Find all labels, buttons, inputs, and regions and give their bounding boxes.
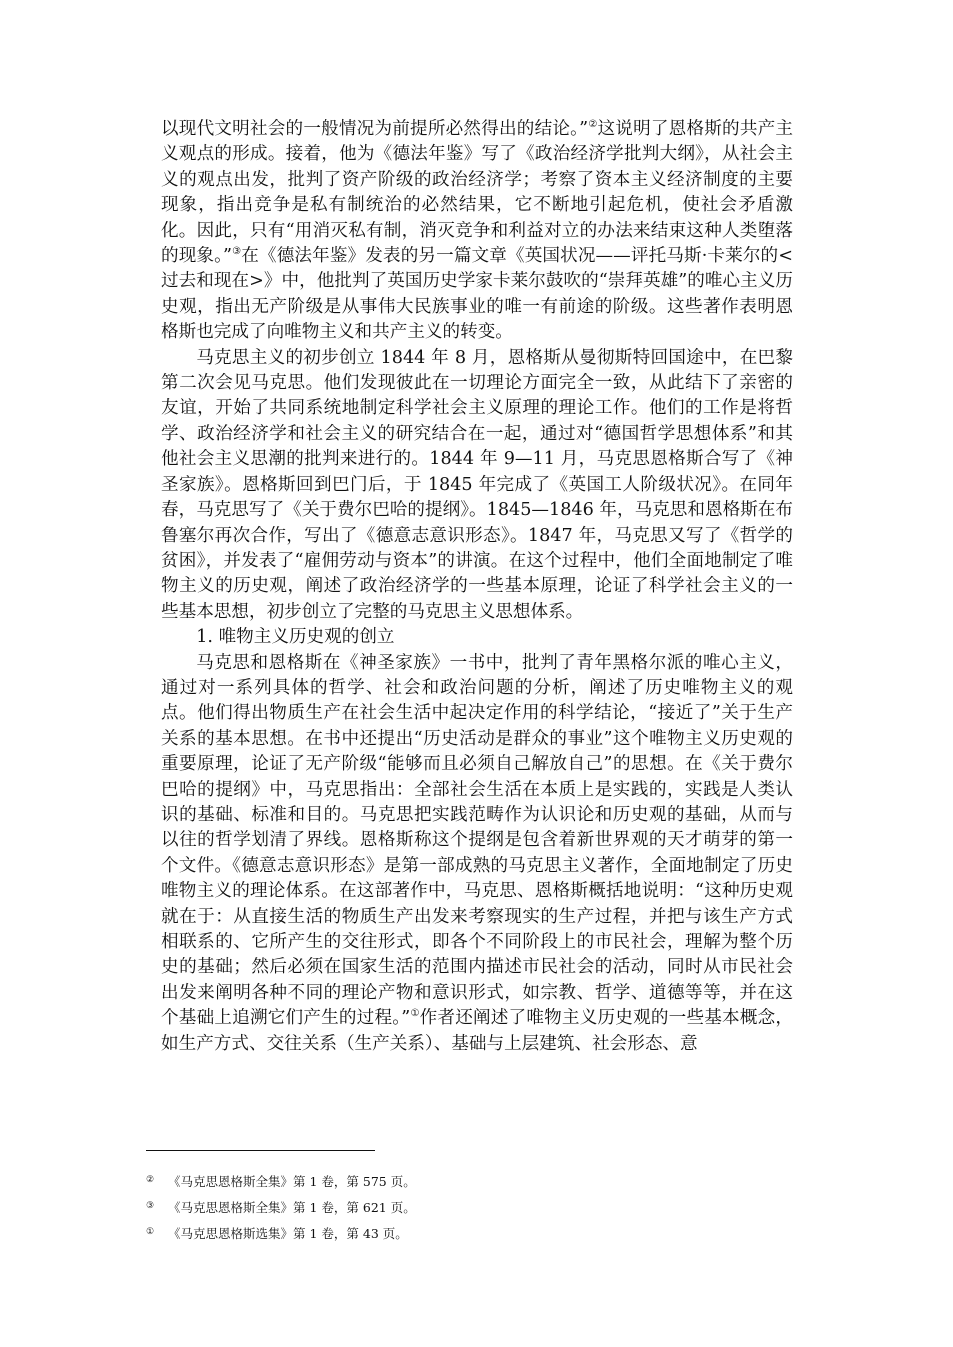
footnote-ref: ③ xyxy=(232,246,242,258)
footnote-text: 《马克思恩格斯选集》第 1 卷，第 43 页。 xyxy=(168,1226,408,1241)
text-segment: 这说明了恩格斯的共产主义观点的形成。接着，他为《德法年鉴》写了《政治经济学批判大纲》，从社会主义的观点出发，批判了资产阶级的政治经济学；考察了资本主义经济制度的主要现象，指出竞争是私有制统治的必然结果，它不断地引起危机，使社会矛盾激化。因此，只有“用消灭私有制，消灭竞争和利益对立的办法来结束这种人类堕落的现象。” xyxy=(161,119,793,267)
paragraph xyxy=(161,346,793,625)
section-heading xyxy=(161,625,793,650)
footnote xyxy=(146,1194,786,1220)
paragraph xyxy=(161,117,793,346)
text-segment: 1. 唯物主义历史观的创立 xyxy=(196,627,395,648)
footnote-ref: ① xyxy=(410,1008,420,1020)
text-segment: 作者还阐述了唯物主义历史观的一些基本概念，如生产方式、交往关系（生产关系）、基础与上层建筑、社会形态、意 xyxy=(161,1008,793,1054)
footnote xyxy=(146,1168,786,1194)
footnote-separator xyxy=(146,1150,375,1151)
text-segment: 马克思和恩格斯在《神圣家族》一书中，批判了青年黑格尔派的唯心主义，通过对一系列具体的哲学、社会和政治问题的分析，阐述了历史唯物主义的观点。他们得出物质生产在社会生活中起决定作用的科学结论，“接近了”关于生产关系的基本思想。在书中还提出“历史活动是群众的事业”这个唯物主义历史观的重要原理，论证了无产阶级“能够而且必须自己解放自己”的思想。在《关于费尔巴哈的提纲》中，马克思指出：全部社会生活在本质上是实践的，实践是人类认识的基础、标准和目的。马克思把实践范畴作为认识论和历史观的基础，从而与以往的哲学划清了界线。恩格斯称这个提纲是包含着新世界观的天才萌芽的第一个文件。《德意志意识形态》是第一部成熟的马克思主义著作，全面地制定了历史唯物主义的理论体系。在这部著作中，马克思、恩格斯概括地说明：“这种历史观就在于：从直接生活的物质生产出发来考察现实的生产过程，并把与该生产方式相联系的、它所产生的交往形式，即各个不同阶段上的市民社会，理解为整个历史的基础；然后必须在国家生活的范围内描述市民社会的活动，同时从市民社会出发来阐明各种不同的理论产物和意识形式，如宗教、哲学、道德等等，并在这个基础上追溯它们产生的过程。” xyxy=(161,652,793,1029)
footnote-text: 《马克思恩格斯全集》第 1 卷，第 621 页。 xyxy=(168,1200,416,1215)
footnote-mark: ③ xyxy=(146,1201,155,1211)
text-segment: 在《德法年鉴》发表的另一篇文章《英国状况——评托马斯·卡莱尔的<过去和现在>》中，他批判了英国历史学家卡莱尔鼓吹的“崇拜英雄”的唯心主义历史观，指出无产阶级是从事伟大民族事业的唯一有前途的阶级。这些著作表明恩格斯也完成了向唯物主义和共产主义的转变。 xyxy=(161,246,794,343)
text-segment: 马克思主义的初步创立 1844 年 8 月，恩格斯从曼彻斯特回国途中，在巴黎第二次会见马克思。他们发现彼此在一切理论方面完全一致，从此结下了亲密的友谊，开始了共同系统地制定科学社会主义原理的理论工作。他们的工作是将哲学、政治经济学和社会主义的研究结合在一起，通过对“德国哲学思想体系”和其他社会主义思潮的批判来进行的。1844 年 9—11 月，马克思恩格斯合写了《神圣家族》。恩格斯回到巴门后，于 1845 年完成了《英国工人阶级状况》。在同年春，马克思写了《关于费尔巴哈的提纲》。1845—1846 年，马克思和恩格斯在布鲁塞尔再次合作，写出了《德意志意识形态》。1847 年，马克思又写了《哲学的贫困》，并发表了“雇佣劳动与资本”的讲演。在这个过程中，他们全面地制定了唯物主义的历史观，阐述了政治经济学的一些基本原理，论证了科学社会主义的一些基本思想，初步创立了完整的马克思主义思想体系。 xyxy=(161,347,793,622)
footnote-text: 《马克思恩格斯全集》第 1 卷，第 575 页。 xyxy=(168,1174,416,1189)
footnote-mark: ② xyxy=(146,1175,155,1185)
text-segment: 以现代文明社会的一般情况为前提所必然得出的结论。” xyxy=(161,119,589,139)
footnotes xyxy=(146,1168,786,1246)
footnote-mark: ① xyxy=(146,1227,155,1237)
footnote-ref: ② xyxy=(588,119,598,130)
footnote xyxy=(146,1220,786,1246)
paragraph xyxy=(161,651,793,1058)
body-text xyxy=(161,117,793,1057)
